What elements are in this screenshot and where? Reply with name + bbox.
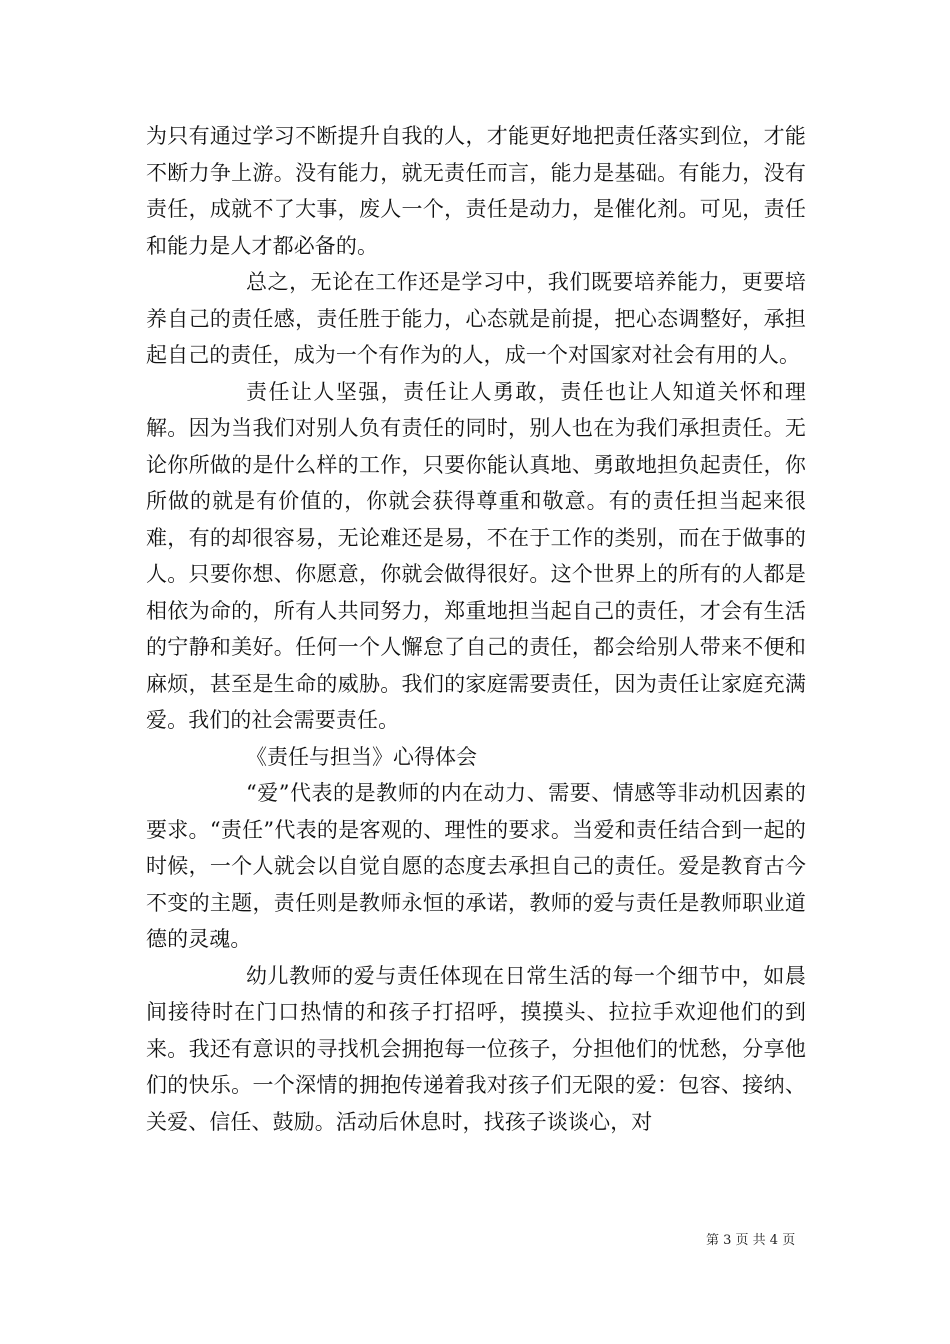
paragraph-kindergarten-teacher: 幼儿教师的爱与责任体现在日常生活的每一个细节中，如晨间接待时在门口热情的和孩子打招呼，摸摸头、拉拉手欢迎他们的到来。我还有意识的寻找机会拥抱每一位孩子，分担他们的忧愁，分享他们的快乐。一个深情的拥抱传递着我对孩子们无限的爱：包容、接纳、关爱、信任、鼓励。活动后休息时，找孩子谈谈心，对 (146, 963, 806, 1134)
paragraph-love-and-responsibility: “爱”代表的是教师的内在动力、需要、情感等非动机因素的要求。“责任”代表的是客观的、理性的要求。当爱和责任结合到一起的时候，一个人就会以自觉自愿的态度去承担自己的责任。爱是教育古今不变的主题，责任则是教师永恒的承诺，教师的爱与责任是教师职业道德的灵魂。 (146, 781, 806, 951)
document-body (146, 118, 806, 1140)
section-heading: 《责任与担当》心得体会 (246, 744, 477, 769)
page-number-footer: 第 3 页 共 4 页 (706, 1233, 796, 1248)
paragraph-continuation: 为只有通过学习不断提升自我的人，才能更好地把责任落实到位，才能不断力争上游。没有能力，就无责任而言，能力是基础。有能力，没有责任，成就不了大事，废人一个，责任是动力，是催化剂。可见，责任和能力是人才都必备的。 (146, 124, 806, 258)
paragraph-responsibility: 责任让人坚强，责任让人勇敢，责任也让人知道关怀和理解。因为当我们对别人负有责任的同时，别人也在为我们承担责任。无论你所做的是什么样的工作，只要你能认真地、勇敢地担负起责任，你所做的就是有价值的，你就会获得尊重和敬意。有的责任担当起来很难，有的却很容易，无论难还是易，不在于工作的类别，而在于做事的人。只要你想、你愿意，你就会做得很好。这个世界上的所有的人都是相依为命的，所有人共同努力，郑重地担当起自己的责任，才会有生活的宁静和美好。任何一个人懈怠了自己的责任，都会给别人带来不便和麻烦，甚至是生命的威胁。我们的家庭需要责任，因为责任让家庭充满爱。我们的社会需要责任。 (146, 379, 806, 732)
paragraph-conclusion: 总之，无论在工作还是学习中，我们既要培养能力，更要培养自己的责任感，责任胜于能力，心态就是前提，把心态调整好，承担起自己的责任，成为一个有作为的人，成一个对国家对社会有用的人。 (146, 270, 806, 367)
